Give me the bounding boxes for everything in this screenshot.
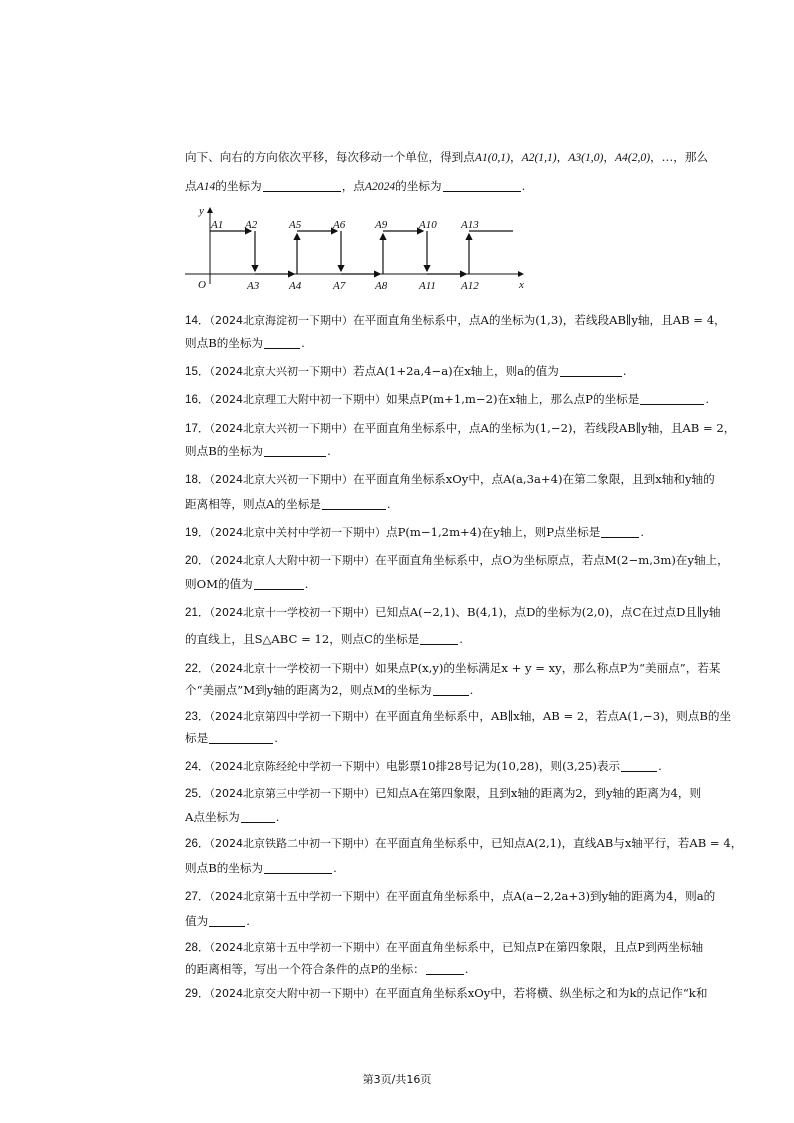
point-a2: A2(1,1): [521, 151, 557, 164]
q18-line-2: 距离相等，则点A的坐标是 .: [185, 497, 391, 511]
intro-line-2: 点A14的坐标为 ，点A2024的坐标为 .: [185, 179, 526, 193]
q22-line-2: 个“美丽点”M到y轴的距离为2，则点M的坐标为 .: [185, 683, 474, 697]
question-source: （2024北京第四中学初一下期中）: [209, 710, 375, 723]
q21-line-1: [185, 605, 775, 620]
question-number: 18．: [185, 473, 210, 486]
intro-end: ，…，那么: [650, 150, 709, 164]
q28-line-1: [185, 940, 775, 955]
answer-blank: [433, 684, 469, 696]
q29-line-1: [185, 986, 775, 1001]
question-number: 23．: [185, 710, 210, 723]
question-number: 15．: [185, 365, 210, 378]
question-number: 28．: [185, 941, 210, 954]
question-text: 在平面直角坐标系中，点A的坐标为(1,3)，若线段AB∥y轴，且AB = 4，: [353, 313, 726, 327]
question-source: （2024北京理工大附中初一下期中）: [209, 393, 386, 406]
label-a7: A7: [333, 280, 346, 292]
question-source: （2024北京十一学校初一下期中）: [209, 606, 375, 619]
q22-line-1: [185, 661, 775, 676]
answer-blank: [420, 633, 458, 645]
answer-blank: [322, 498, 386, 510]
question-text: 则点B的坐标为: [185, 861, 264, 875]
question-number: 25．: [185, 787, 210, 800]
question-source: （2024北京第十五中学初一下期中）: [209, 941, 386, 954]
answer-blank: [426, 963, 464, 975]
q25-line-2: A点坐标为 .: [185, 810, 280, 824]
answer-blank: [601, 526, 639, 538]
question-source: （2024北京海淀初一下期中）: [209, 314, 353, 327]
q15-line-1: 15．（2024北京大兴初一下期中）若点A(1+2a,4−a)在x轴上，则a的值为 .: [185, 364, 627, 378]
question-text: 则点B的坐标为: [185, 444, 264, 458]
q17-line-2: 则点B的坐标为 .: [185, 444, 331, 458]
intro-text-b: 的坐标为: [215, 179, 262, 193]
q28-line-2: 的距离相等，写出一个符合条件的点P的坐标： .: [185, 962, 469, 976]
q23-line-2: 标是 .: [185, 731, 278, 745]
question-source: （2024北京大兴初一下期中）: [209, 422, 353, 435]
label-a11: A11: [419, 280, 436, 292]
label-a5: A5: [289, 219, 302, 231]
question-number: 24．: [185, 760, 210, 773]
question-number: 21．: [185, 606, 210, 619]
q20-line-1: [185, 553, 775, 568]
question-text: A点坐标为: [185, 810, 240, 824]
question-text: 标是: [185, 731, 209, 745]
question-source: （2024北京大兴初一下期中）: [209, 365, 353, 378]
question-number: 19．: [185, 526, 210, 539]
answer-blank: [640, 393, 704, 405]
point-a1: A1(0,1): [474, 151, 510, 164]
question-source: （2024北京人大附中初一下期中）: [209, 554, 375, 567]
question-text: 则点B的坐标为: [185, 336, 264, 350]
question-source: （2024北京十一学校初一下期中）: [209, 662, 375, 675]
q19-line-1: 19．（2024北京中关村中学初一下期中）点P(m−1,2m+4)在y轴上，则P点坐标是 .: [185, 525, 645, 539]
question-text: 在平面直角坐标系xOy中，若将横、纵坐标之和为k的点记作“k和: [375, 986, 708, 1000]
question-text: 点P(m−1,2m+4)在y轴上，则P点坐标是: [386, 525, 601, 539]
question-text: 在平面直角坐标系中，AB∥x轴，AB = 2，若点A(1,−3)，则点B的坐: [375, 709, 732, 723]
page-footer: 第3页/共16页: [362, 1073, 432, 1086]
label-a12: A12: [461, 280, 479, 292]
intro-text: 向下、向右的方向依次平移，每次移动一个单位，得到点: [185, 150, 475, 164]
question-text: 在平面直角坐标系中，点O为坐标原点，若点M(2−m,3m)在y轴上，: [375, 553, 729, 567]
answer-blank: [263, 180, 341, 192]
point-a4: A4(2,0): [614, 151, 651, 164]
q25-line-1: [185, 786, 775, 801]
q14-line-1: [185, 313, 775, 328]
answer-blank: [264, 337, 300, 349]
answer-blank: [241, 811, 275, 823]
question-text: 已知点A在第四象限，且到x轴的距离为2，到y轴的距离为4，则: [375, 786, 702, 800]
answer-blank: [264, 445, 326, 457]
q21-line-2: 的直线上，且S△ABC = 12，则点C的坐标是 .: [185, 632, 463, 646]
q23-line-1: [185, 709, 775, 724]
question-number: 14．: [185, 314, 210, 327]
q18-line-1: [185, 472, 775, 487]
answer-blank: [254, 578, 304, 590]
point-a2024: A2024: [364, 180, 396, 193]
q14-line-2: 则点B的坐标为 .: [185, 336, 305, 350]
point-a14: A14: [196, 180, 216, 193]
question-text: 若点A(1+2a,4−a)在x轴上，则a的值为: [353, 364, 559, 378]
q27-line-2: 值为 .: [185, 914, 250, 928]
question-text: 在平面直角坐标系中，点A(a−2,2a+3)到y轴的距离为4，则a的: [386, 889, 716, 903]
question-text: 在平面直角坐标系中，点A的坐标为(1,−2)，若线段AB∥y轴，且AB = 2，: [353, 421, 736, 435]
question-text: 如果点P(m+1,m−2)在x轴上，那么点P的坐标是: [386, 392, 640, 406]
origin-label: O: [198, 279, 206, 291]
question-number: 29．: [185, 987, 210, 1000]
label-a10: A10: [419, 219, 437, 231]
intro-text-d: 的坐标为: [395, 179, 442, 193]
q26-line-2: 则点B的坐标为 .: [185, 861, 337, 875]
question-text: 距离相等，则点A的坐标是: [185, 497, 321, 511]
q16-line-1: 16．（2024北京理工大附中初一下期中）如果点P(m+1,m−2)在x轴上，那么点P的坐标是 .: [185, 392, 710, 406]
label-a2: A2: [245, 219, 258, 231]
staircase-figure: [183, 202, 528, 297]
question-text: 个“美丽点”M到y轴的距离为2，则点M的坐标为: [185, 683, 432, 697]
question-text: 值为: [185, 914, 209, 928]
question-number: 22．: [185, 662, 210, 675]
label-a13: A13: [461, 219, 479, 231]
q24-line-1: 24．（2024北京陈经纶中学初一下期中）电影票10排28号记为(10,28)，则(3,25)表示 .: [185, 759, 662, 773]
question-text: 在平面直角坐标系中，已知点A(2,1)，直线AB与x轴平行，若AB = 4，: [375, 836, 743, 850]
question-text: 则OM的值为: [185, 577, 253, 591]
question-text: 已知点A(−2,1)、B(4,1)，点D的坐标为(2,0)，点C在过点D且∥y轴: [375, 605, 721, 619]
q27-line-1: [185, 889, 775, 904]
label-a1: A1: [211, 219, 224, 231]
axis-x-label: x: [519, 279, 524, 291]
answer-blank: [560, 365, 622, 377]
point-a3: A3(1,0): [568, 151, 604, 164]
question-number: 16．: [185, 393, 210, 406]
question-source: （2024北京第三中学初一下期中）: [209, 787, 375, 800]
question-source: （2024北京陈经纶中学初一下期中）: [209, 760, 386, 773]
question-text: 的直线上，且S△ABC = 12，则点C的坐标是: [185, 632, 420, 646]
question-number: 27．: [185, 890, 210, 903]
question-number: 26．: [185, 837, 210, 850]
answer-blank: [621, 760, 657, 772]
label-a8: A8: [375, 280, 388, 292]
intro-line-1: 向下、向右的方向依次平移，每次移动一个单位，得到点A1(0,1)，A2(1,1)，A3(1,0)，A4(2,0)，…，那么: [185, 150, 709, 164]
question-text: 电影票10排28号记为(10,28)，则(3,25)表示: [386, 759, 621, 773]
q20-line-2: 则OM的值为 .: [185, 577, 309, 591]
question-source: （2024北京第十五中学初一下期中）: [209, 890, 386, 903]
question-text: 如果点P(x,y)的坐标满足x + y = xy，那么称点P为“美丽点”，若某: [375, 661, 721, 675]
question-source: （2024北京交大附中初一下期中）: [209, 987, 375, 1000]
axis-y-label: y: [199, 205, 204, 217]
question-source: （2024北京大兴初一下期中）: [209, 473, 353, 486]
intro-text-a: 点: [185, 179, 197, 193]
label-a4: A4: [289, 280, 302, 292]
answer-blank: [209, 915, 245, 927]
q26-line-1: [185, 836, 775, 851]
label-a6: A6: [333, 219, 346, 231]
question-number: 20．: [185, 554, 210, 567]
question-source: （2024北京铁路二中初一下期中）: [209, 837, 375, 850]
intro-text-c: ，点: [341, 179, 365, 193]
question-text: 在平面直角坐标系xOy中，点A(a,3a+4)在第二象限，且到x轴和y轴的: [353, 472, 715, 486]
label-a9: A9: [375, 219, 388, 231]
question-text: 的距离相等，写出一个符合条件的点P的坐标：: [185, 962, 425, 976]
question-number: 17．: [185, 422, 210, 435]
question-source: （2024北京中关村中学初一下期中）: [209, 526, 386, 539]
answer-blank: [264, 862, 332, 874]
answer-blank: [443, 180, 521, 192]
question-text: 在平面直角坐标系中，已知点P在第四象限，且点P到两坐标轴: [386, 940, 704, 954]
answer-blank: [209, 732, 273, 744]
q17-line-1: [185, 421, 775, 436]
label-a3: A3: [247, 280, 260, 292]
